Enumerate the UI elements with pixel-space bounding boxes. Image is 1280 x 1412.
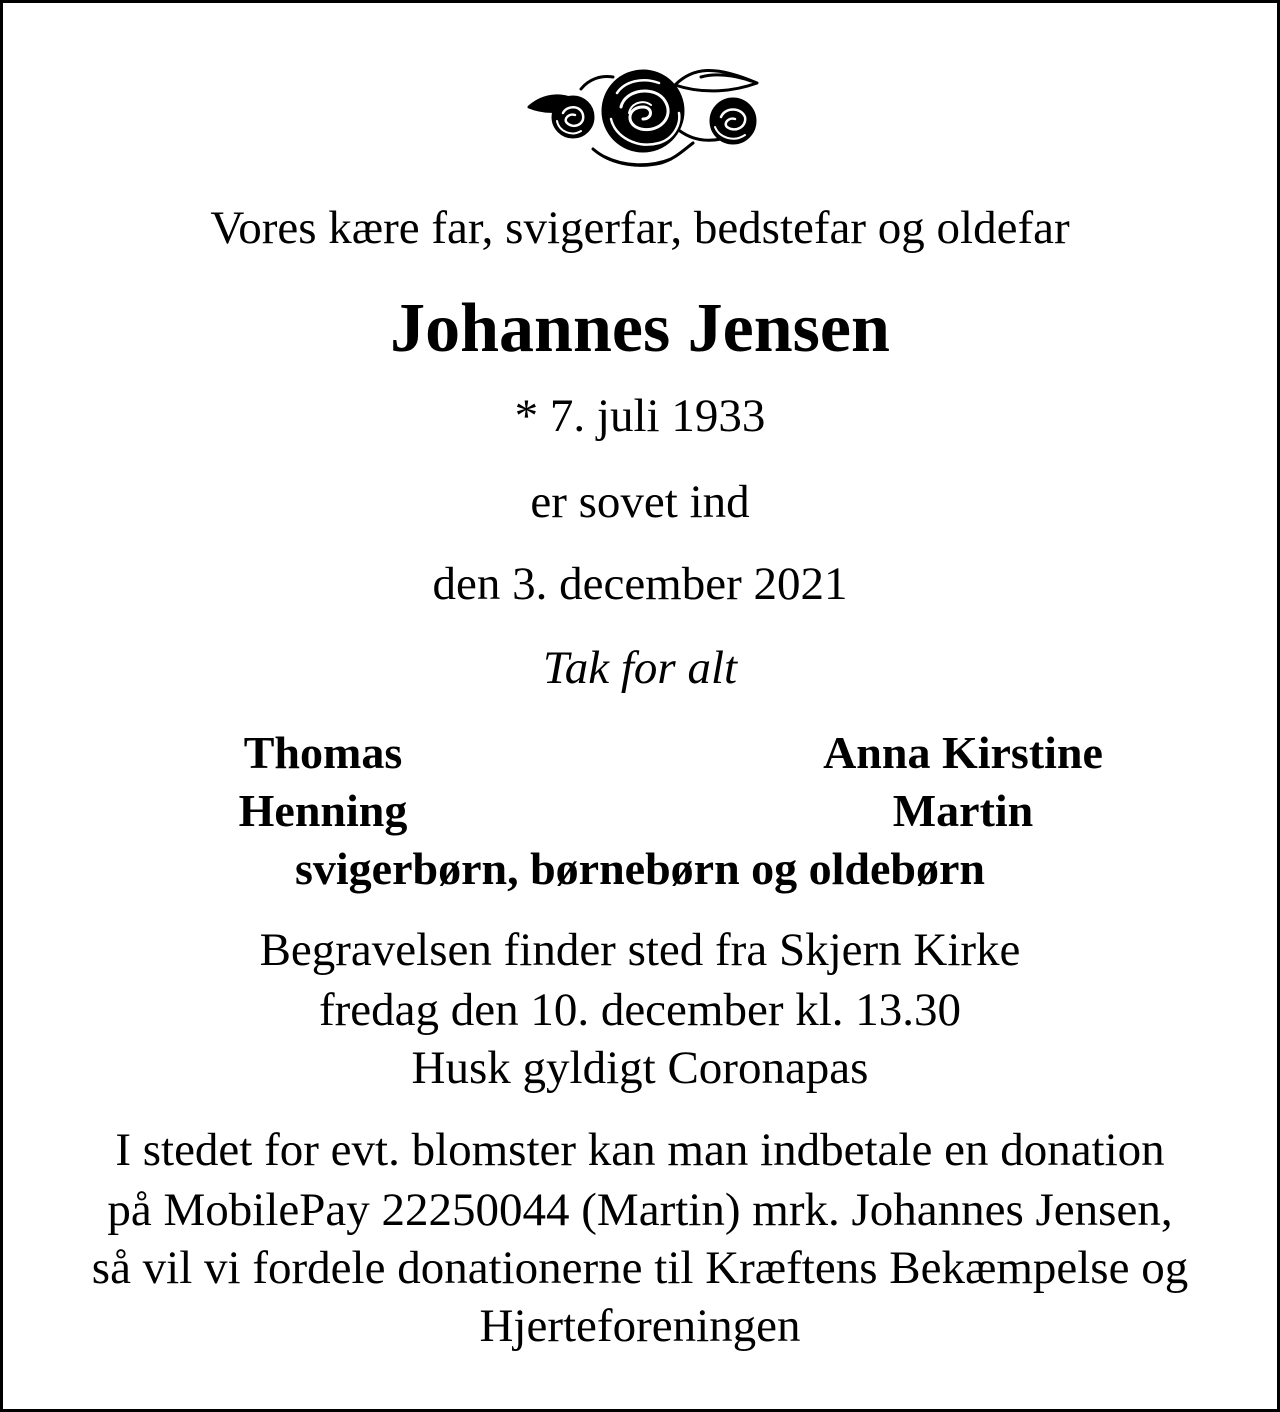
deceased-name: Johannes Jensen bbox=[390, 290, 890, 367]
donation-line: I stedet for evt. blomster kan man indbetale en donation bbox=[115, 1124, 1165, 1176]
donation-line: så vil vi fordele donationerne til Kræftens Bekæmpelse og bbox=[91, 1242, 1189, 1294]
thanks-text: Tak for alt bbox=[542, 642, 738, 694]
donation-line: Hjerteforeningen bbox=[479, 1300, 801, 1352]
family-member-thomas: Thomas bbox=[243, 727, 403, 778]
intro-text: Vores kære far, svigerfar, bedstefar og oldefar bbox=[210, 202, 1070, 254]
funeral-location: Begravelsen finder sted fra Skjern Kirke bbox=[259, 924, 1021, 976]
passed-away-text: er sovet ind bbox=[530, 476, 750, 528]
death-date: den 3. december 2021 bbox=[432, 558, 848, 610]
family-member-martin: Martin bbox=[892, 785, 1034, 836]
donation-line: på MobilePay 22250044 (Martin) mrk. Johannes Jensen, bbox=[107, 1184, 1173, 1236]
funeral-notice: Husk gyldigt Coronapas bbox=[411, 1042, 869, 1094]
family-relatives-line: svigerbørn, børnebørn og oldebørn bbox=[294, 843, 986, 894]
family-member-anna-kirstine: Anna Kirstine bbox=[823, 727, 1103, 778]
family-member-henning: Henning bbox=[238, 785, 408, 836]
birth-date: * 7. juli 1933 bbox=[514, 390, 766, 442]
roses-icon bbox=[525, 63, 761, 171]
funeral-time: fredag den 10. december kl. 13.30 bbox=[318, 984, 962, 1036]
